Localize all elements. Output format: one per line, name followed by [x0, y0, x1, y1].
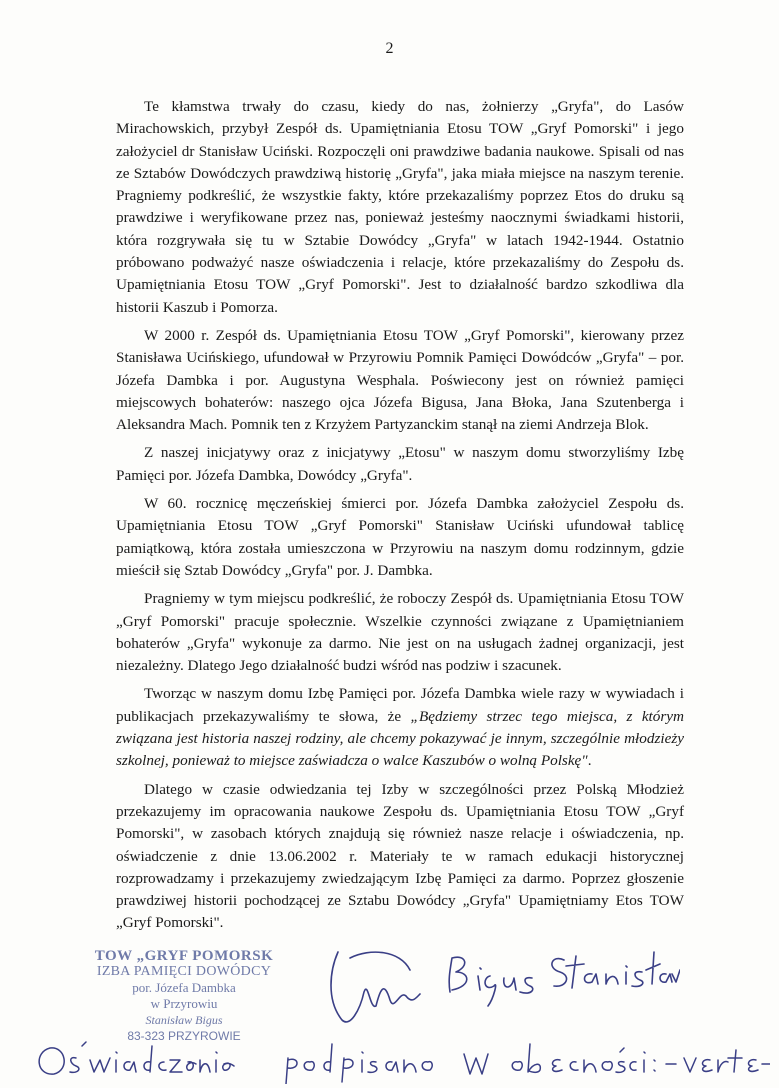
- handwritten-note: [30, 1018, 770, 1084]
- paragraph-6-lead: Tworząc w naszym domu Izbę Pamięci por. Józefa Dambka wiele razy w wywiadach i publikacjach przekazywaliśmy te słowa, że: [116, 685, 684, 725]
- stamp-line-3: por. Józefa Dambka: [132, 980, 236, 995]
- document-body: [116, 96, 684, 941]
- note-word-w: [464, 1054, 488, 1074]
- stamp-line-2: IZBA PAMIĘCI DOWÓDCY: [96, 964, 272, 979]
- paragraph-3: Z naszej inicjatywy oraz z inicjatywy „Etosu" w naszym domu stworzyliśmy Izbę Pamięci por. Józefa Dambka, Dowódcy „Gryfa".: [116, 444, 684, 484]
- paragraph-6: [116, 683, 684, 772]
- note-word-oswiadczenie: [39, 1042, 234, 1074]
- note-word-obecnosci: [512, 1044, 655, 1072]
- note-word-verte: [666, 1050, 770, 1072]
- signature-stanislaw: [552, 952, 680, 988]
- paragraph-7: Dlatego w czasie odwiedzania tej Izby w szczególności przez Polską Młodzież przekazujemy im opracowania naukowe Zespołu ds. Upamiętniania Etosu TOW „Gryf Pomorski", w zasobach których znajdują się również nasze relacje i oświadczenia, np. oświadczenie z dnie 13.06.2002 r. Materiały te w ramach edukacji historycznej rozprowadzamy i przekazujemy zwiedzającym Izbę Pamięci za darmo. Poprzez głoszenie prawdziwej historii pochodzącej ze Sztabu Dowódcy „Gryfa" Upamiętniamy Etos TOW „Gryf Pomorski".: [116, 780, 684, 932]
- stamp-line-4: w Przyrowiu: [150, 996, 218, 1011]
- note-word-podpisano: [286, 1044, 432, 1084]
- paragraph-6-quote: „Będziemy strzec tego miejsca, z którym związana jest historia naszej rodziny, ale chcemy pokazywać je innym, szczególnie młodzieży szkolnej, ponieważ to miejsce zaświadcza o walce Kaszubów o wolną Polskę": [116, 707, 684, 770]
- paragraph-4: W 60. rocznicę męczeńskiej śmierci por. Józefa Dambka założyciel Zespołu ds. Upamiętniania Etosu TOW „Gryf Pomorski" Stanisław Uciński ufundował tablicę pamiątkową, która została umieszczona w Przyrowiu na naszym domu rodzinnym, gdzie mieścił się Sztab Dowódcy „Gryfa" por. J. Dambka.: [116, 495, 684, 579]
- stamp-line-5: Stanisław Bigus: [145, 1013, 223, 1027]
- signature-bigus: [449, 957, 533, 1006]
- handwritten-signature: [320, 940, 680, 1030]
- stamp-line-6: 83-323 PRZYROWIE: [127, 1029, 241, 1043]
- paragraph-2: W 2000 r. Zespół ds. Upamiętniania Etosu TOW „Gryf Pomorski", kierowany przez Stanisława Ucińskiego, ufundował w Przyrowiu Pomnik Pamięci Dowódców „Gryfa" – por. Józefa Dambka i por. Augustyna Wesphala. Poświecony jest on również pamięci miejscowych bohaterów: naszego ojca Józefa Bigusa, Jana Błoka, Jana Szutenberga i Aleksandra Mach. Pomnik ten z Krzyżem Partyzanckim stanął na ziemi Andrzeja Blok.: [116, 326, 684, 434]
- paragraph-1: Te kłamstwa trwały do czasu, kiedy do nas, żołnierzy „Gryfa", do Lasów Mirachowskich, przybył Zespół ds. Upamiętniania Etosu TOW „Gryf Pomorski" i jego założyciel dr Stanisław Uciński. Rozpoczęli oni prawdziwe badania naukowe. Spisali od nas ze Sztabów Dowódczych prawdziwą historię „Gryfa", jaka miała miejsce na naszym terenie. Pragniemy podkreślić, że wszystkie fakty, które przekazaliśmy poprzez Etos do druku są prawdziwe i weryfikowane przez nas, ponieważ jesteśmy naocznymi świadkami historii, która rozgrywała się tu w Sztabie Dowódcy „Gryfa" w latach 1942-1944. Ostatnio próbowano podważyć nasze oświadczenia i relacje, które przekazaliśmy do Zespołu ds. Upamiętniania Etosu TOW „Gryf Pomorski". Jest to działalność bardzo szkodliwa dla historii Kaszub i Pomorza.: [116, 98, 684, 316]
- signature-scribble: [331, 952, 420, 1022]
- page-number: 2: [385, 40, 394, 57]
- paragraph-6-end: .: [587, 752, 592, 770]
- stamp-line-1: TOW „GRYF POMORSK: [94, 948, 274, 964]
- paragraph-5: Pragniemy w tym miejscu podkreślić, że roboczy Zespół ds. Upamiętniania Etosu TOW „Gryf Pomorski" pracuje społecznie. Wszelkie czynności związane z Upamiętnianiem bohaterów „Gryfa" wykonuje za darmo. Nie jest on na usługach żadnej organizacji, jest niezależny. Dlatego Jego działalność budzi wśród nas podziw i szacunek.: [116, 590, 684, 675]
